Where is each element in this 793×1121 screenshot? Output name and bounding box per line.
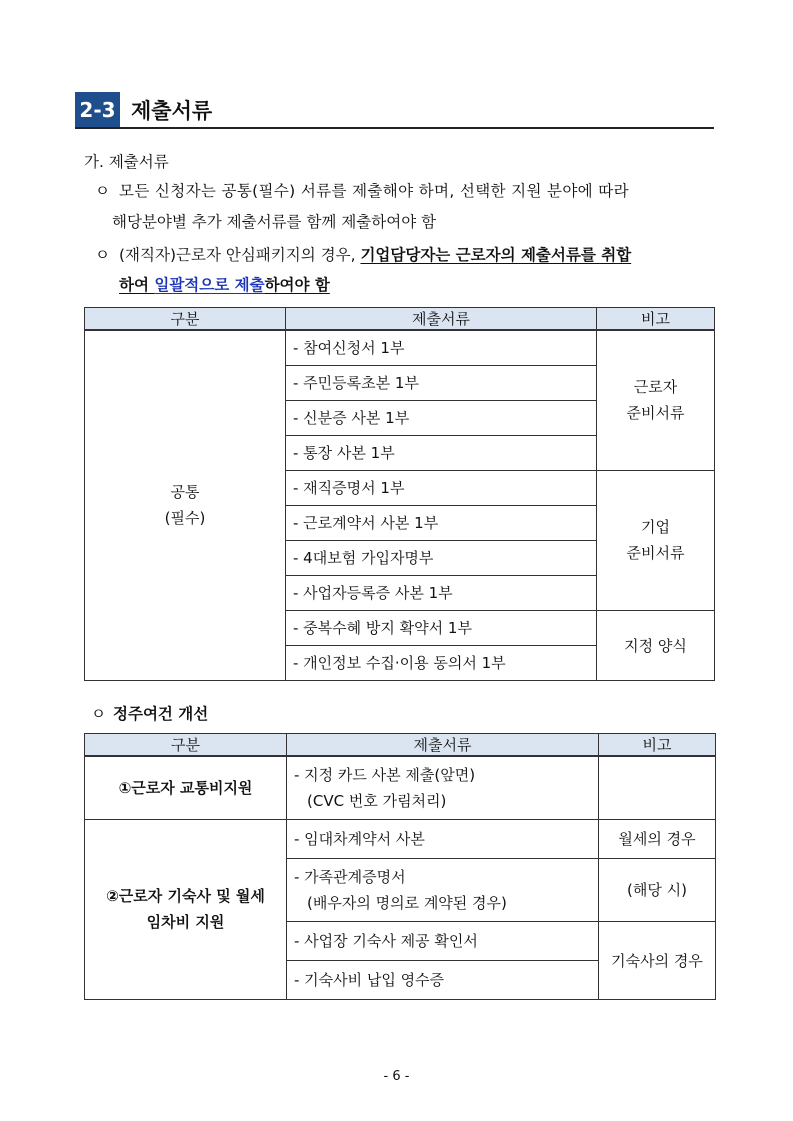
doc-cell: - 사업자등록증 사본 1부	[286, 575, 597, 610]
table-header-row	[85, 734, 716, 757]
category-line: 임차비 지원	[146, 913, 225, 931]
bullet-marker: ㅇ	[95, 246, 110, 264]
header-documents: 제출서류	[287, 734, 599, 757]
note-cell: 월세의 경우	[599, 819, 716, 858]
note-line: 근로자	[633, 378, 678, 397]
doc-line: (CVC 번호 가림처리)	[307, 791, 447, 810]
note-cell: 기숙사의 경우	[599, 921, 716, 999]
bullet3-text: 정주여건 개선	[113, 705, 209, 723]
doc-cell: - 중복수혜 방지 확약서 1부	[286, 610, 597, 645]
doc-line: - 가족관계증명서	[294, 867, 406, 886]
category-cell-transport: ①근로자 교통비지원	[85, 756, 287, 819]
doc-cell: - 기숙사비 납입 영수증	[287, 960, 599, 999]
bullet2-emphasis-blue: 일괄적으로 제출	[154, 276, 265, 294]
bullet-marker: ㅇ	[95, 182, 110, 200]
table-row	[85, 819, 716, 858]
doc-cell: - 참여신청서 1부	[286, 330, 597, 365]
category-line: 공통	[170, 483, 200, 502]
header-category: 구분	[85, 308, 286, 331]
header-documents: 제출서류	[286, 308, 597, 331]
category-line: (필수)	[164, 509, 206, 528]
doc-cell: - 주민등록초본 1부	[286, 365, 597, 400]
category-cell-housing	[85, 819, 287, 999]
bullet2-emphasis: 기업담당자는 근로자의 제출서류를 취합	[360, 246, 632, 264]
table-row	[85, 330, 715, 365]
header-category: 구분	[85, 734, 287, 757]
note-cell-designated-form: 지정 양식	[597, 610, 715, 680]
note-cell: (해당 시)	[599, 858, 716, 921]
category-line: ②근로자 기숙사 및 월세	[106, 887, 265, 905]
bullet-marker: ㅇ	[91, 705, 106, 723]
section-underline	[75, 127, 714, 129]
doc-line: - 지정 카드 사본 제출(앞면)	[294, 765, 476, 784]
subheading-ga: 가. 제출서류	[84, 153, 169, 171]
table-header-row	[85, 308, 715, 331]
table-row	[85, 756, 716, 819]
doc-cell: - 통장 사본 1부	[286, 435, 597, 470]
header-note: 비고	[597, 308, 715, 331]
bullet2-line1	[119, 243, 631, 265]
note-cell-company	[597, 470, 715, 610]
section-title: 제출서류	[131, 99, 213, 123]
note-line: 준비서류	[626, 404, 685, 423]
doc-cell: - 4대보험 가입자명부	[286, 540, 597, 575]
doc-cell: - 사업장 기숙사 제공 확인서	[287, 921, 599, 960]
section-number-badge: 2-3	[75, 92, 120, 128]
bullet2-line2	[119, 273, 330, 295]
doc-cell: - 임대차계약서 사본	[287, 819, 599, 858]
doc-cell	[287, 756, 599, 819]
bullet1-line1: 모든 신청자는 공통(필수) 서류를 제출해야 하며, 선택한 지원 분야에 따라	[119, 182, 629, 200]
bullet2-prefix: (재직자)근로자 안심패키지의 경우,	[119, 246, 361, 264]
header-note: 비고	[599, 734, 716, 757]
note-cell-empty	[599, 756, 716, 819]
doc-cell	[287, 858, 599, 921]
doc-cell: - 근로계약서 사본 1부	[286, 505, 597, 540]
documents-table-common	[84, 307, 715, 681]
bullet1-line2: 해당분야별 추가 제출서류를 함께 제출하여야 함	[112, 213, 437, 231]
bullet2-suffix: 하여야 함	[264, 276, 330, 294]
section-header	[75, 92, 714, 129]
note-cell-worker	[597, 330, 715, 470]
doc-line: (배우자의 명의로 계약된 경우)	[307, 893, 507, 912]
note-line: 기업	[641, 518, 670, 536]
doc-cell: - 재직증명서 1부	[286, 470, 597, 505]
documents-table-housing	[84, 733, 716, 1000]
category-cell-common	[85, 330, 286, 680]
page-number: - 6 -	[383, 1069, 410, 1084]
doc-cell: - 신분증 사본 1부	[286, 400, 597, 435]
bullet2-emphasis-cont: 하여	[119, 276, 155, 294]
doc-cell: - 개인정보 수집·이용 동의서 1부	[286, 645, 597, 680]
note-line: 준비서류	[626, 544, 685, 562]
